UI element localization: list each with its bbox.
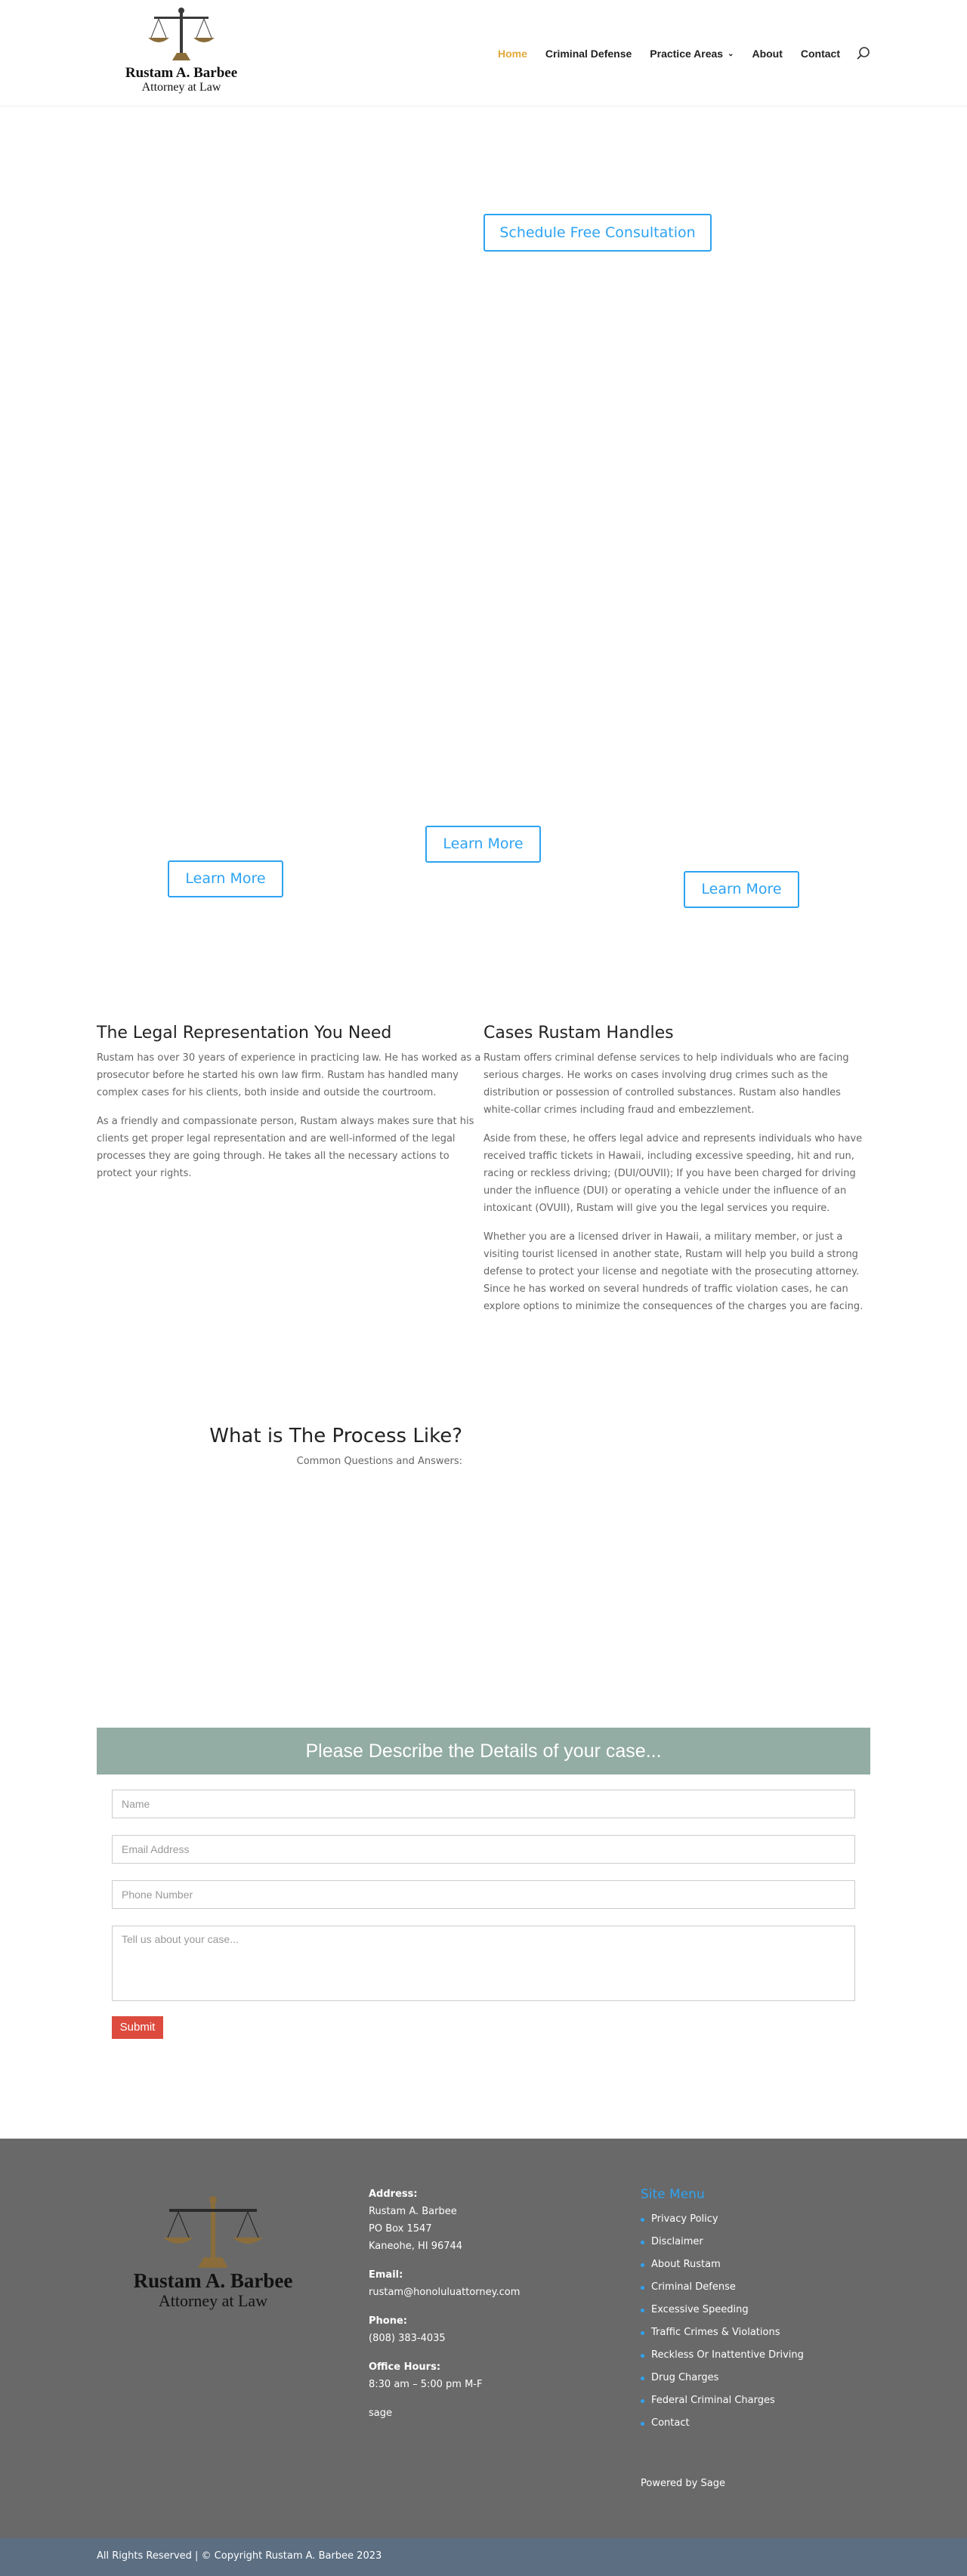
nav-criminal-defense[interactable]: Criminal Defense bbox=[545, 48, 632, 60]
form-header: Please Describe the Details of your case... bbox=[97, 1728, 870, 1774]
case-details-textarea[interactable]: Tell us about your case... bbox=[112, 1926, 855, 2001]
menu-item-about-rustam[interactable]: About Rustam bbox=[641, 2253, 867, 2276]
site-menu-title: Site Menu bbox=[641, 2187, 705, 2202]
process-title: What is The Process Like? bbox=[209, 1425, 462, 1447]
phone-label: Phone: bbox=[369, 2315, 407, 2327]
cases-section bbox=[484, 1022, 870, 1327]
menu-item-drug-charges[interactable]: Drug Charges bbox=[641, 2367, 867, 2389]
legal-representation-section bbox=[97, 1022, 484, 1194]
email-field[interactable]: Email Address bbox=[112, 1835, 855, 1864]
email-link[interactable]: rustam@honoluluattorney.com bbox=[369, 2287, 521, 2298]
scales-of-justice-icon bbox=[157, 2195, 269, 2271]
nav-home[interactable]: Home bbox=[498, 48, 527, 60]
menu-item-federal-charges[interactable]: Federal Criminal Charges bbox=[641, 2389, 867, 2412]
address-line: PO Box 1547 bbox=[369, 2223, 432, 2235]
phone-link[interactable]: (808) 383-4035 bbox=[369, 2333, 446, 2344]
logo-subtitle: Attorney at Law bbox=[141, 81, 221, 94]
process-subtitle: Common Questions and Answers: bbox=[296, 1456, 462, 1467]
office-hours: 8:30 am – 5:00 pm M-F bbox=[369, 2379, 483, 2390]
sage-text: sage bbox=[369, 2408, 392, 2419]
menu-item-traffic-crimes[interactable]: Traffic Crimes & Violations bbox=[641, 2321, 867, 2344]
site-logo[interactable] bbox=[121, 6, 242, 97]
learn-more-button[interactable]: Learn More bbox=[684, 871, 799, 908]
scales-of-justice-icon bbox=[144, 6, 219, 66]
menu-item-criminal-defense[interactable]: Criminal Defense bbox=[641, 2276, 867, 2299]
chevron-down-icon: ⌄ bbox=[728, 49, 734, 58]
search-icon[interactable] bbox=[855, 45, 872, 62]
address-label: Address: bbox=[369, 2188, 418, 2200]
site-header bbox=[0, 0, 967, 107]
site-menu bbox=[641, 2185, 867, 2435]
copyright-text: All Rights Reserved | © Copyright Rustam A. Barbee 2023 bbox=[97, 2550, 382, 2562]
menu-item-disclaimer[interactable]: Disclaimer bbox=[641, 2231, 867, 2253]
nav-about[interactable]: About bbox=[752, 48, 783, 60]
email-label: Email: bbox=[369, 2269, 403, 2281]
logo-name: Rustam A. Barbee bbox=[125, 65, 238, 81]
footer-logo bbox=[128, 2195, 298, 2316]
paragraph: Aside from these, he offers legal advice and represents individuals who have received traffic tickets in Hawaii, including excessive speeding, hit and run, racing or reckless driving; (DUI/OUVII); If you have been charged for driving under the influence (DUI) or operating a vehicle under the influence of an intoxicant (OVUII), Rustam will give you the legal services you require. bbox=[484, 1133, 863, 1214]
learn-more-button[interactable]: Learn More bbox=[425, 826, 541, 863]
footer-logo-subtitle: Attorney at Law bbox=[158, 2291, 268, 2310]
contact-info bbox=[369, 2185, 610, 2433]
hours-label: Office Hours: bbox=[369, 2361, 441, 2373]
nav-contact[interactable]: Contact bbox=[800, 48, 841, 60]
menu-item-reckless-driving[interactable]: Reckless Or Inattentive Driving bbox=[641, 2344, 867, 2367]
submit-button[interactable]: Submit bbox=[112, 2016, 163, 2039]
phone-field[interactable]: Phone Number bbox=[112, 1880, 855, 1909]
bottom-bar bbox=[0, 2538, 967, 2576]
paragraph: Whether you are a licensed driver in Hawaii, a military member, or just a visiting tourist licensed in another state, Rustam will help you build a strong defense to protect your license and negotiate with the prosecuting attorney. Since he has worked on several hundreds of traffic violation cases, he can explore options to minimize the consequences of the charges you are facing. bbox=[484, 1231, 864, 1312]
menu-item-privacy-policy[interactable]: Privacy Policy bbox=[641, 2208, 867, 2231]
main-nav bbox=[498, 45, 858, 62]
menu-item-excessive-speeding[interactable]: Excessive Speeding bbox=[641, 2299, 867, 2321]
menu-item-contact[interactable]: Contact bbox=[641, 2412, 867, 2435]
learn-more-button[interactable]: Learn More bbox=[168, 860, 283, 897]
section-title: The Legal Representation You Need bbox=[97, 1024, 392, 1042]
name-field[interactable]: Name bbox=[112, 1790, 855, 1818]
paragraph: As a friendly and compassionate person, Rustam always makes sure that his clients get proper legal representation and are well-informed of the legal processes they are going through. He takes all the necessary actions to protect your rights. bbox=[97, 1116, 474, 1179]
address-line: Kaneohe, HI 96744 bbox=[369, 2241, 463, 2252]
nav-practice-areas[interactable] bbox=[650, 48, 734, 60]
nav-practice-areas-label: Practice Areas bbox=[650, 48, 724, 60]
footer-logo-name: Rustam A. Barbee bbox=[133, 2269, 293, 2292]
site-footer bbox=[0, 2139, 967, 2538]
paragraph: Rustam offers criminal defense services to help individuals who are facing serious charges. He works on cases involving drug crimes such as the distribution or possession of controlled substances. Rustam also handles white-collar crimes including fraud and embezzlement. bbox=[484, 1052, 849, 1116]
schedule-consultation-button[interactable]: Schedule Free Consultation bbox=[484, 214, 712, 252]
address-line: Rustam A. Barbee bbox=[369, 2206, 457, 2217]
powered-by[interactable]: Powered by Sage bbox=[641, 2478, 725, 2489]
paragraph: Rustam has over 30 years of experience in practicing law. He has worked as a prosecutor before he started his own law firm. Rustam has handled many complex cases for his clients, both inside and outside the courtroom. bbox=[97, 1052, 481, 1098]
section-title: Cases Rustam Handles bbox=[484, 1024, 674, 1042]
